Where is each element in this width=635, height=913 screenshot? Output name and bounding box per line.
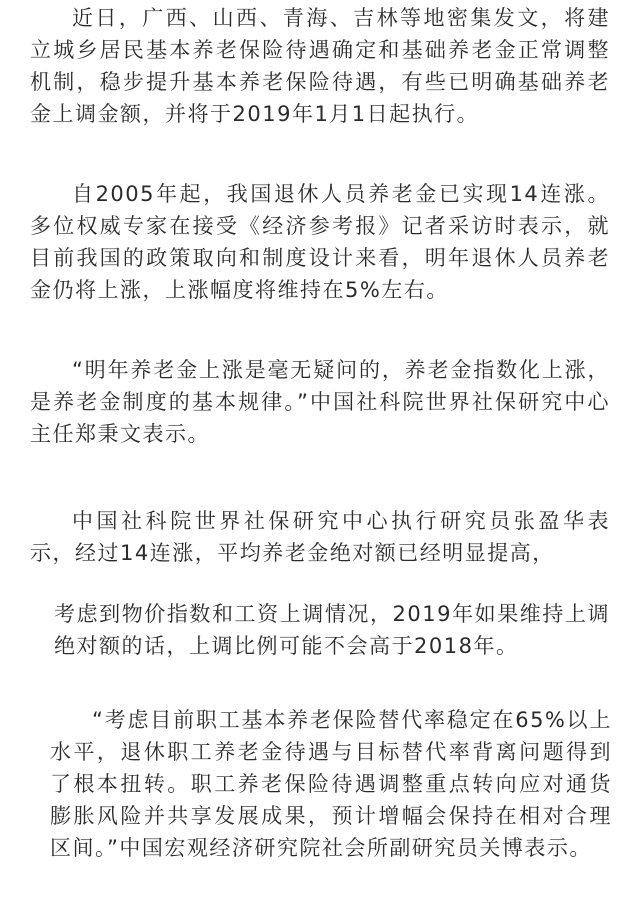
paragraph-pension-history: 自2005年起，我国退休人员养老金已实现14连涨。多位权威专家在接受《经济参考报》记者采访时表示，就目前我国的政策取向和制度设计来看，明年退休人员养老金仍将上涨，上涨幅度将维持在5%左右。 <box>30 182 610 302</box>
paragraph-guan-bo-quote: “考虑目前职工基本养老保险替代率稳定在65%以上水平，退休职工养老金待遇与目标替代率背离问题得到了根本扭转。职工养老保险待遇调整重点转向应对通货膨胀风险并共享发展成果，预计增幅会保持在相对合理区间。”中国宏观经济研究院社会所副研究员关博表示。 <box>50 708 612 860</box>
paragraph-adjustment-outlook: 考虑到物价指数和工资上调情况，2019年如果维持上调绝对额的话，上调比例可能不会高于2018年。 <box>54 602 610 658</box>
paragraph-zheng-bingwen-quote: “明年养老金上涨是毫无疑问的，养老金指数化上涨，是养老金制度的基本规律。”中国社科院世界社保研究中心主任郑秉文表示。 <box>30 358 610 446</box>
paragraph-local-policy: 近日，广西、山西、青海、吉林等地密集发文，将建立城乡居民基本养老保险待遇确定和基础养老金正常调整机制，稳步提升基本养老保险待遇，有些已明确基础养老金上调金额，并将于2019年1月1日起执行。 <box>30 6 610 126</box>
paragraph-zhang-yinghua-statement: 中国社科院世界社保研究中心执行研究员张盈华表示，经过14连涨，平均养老金绝对额已经明显提高， <box>30 509 610 565</box>
